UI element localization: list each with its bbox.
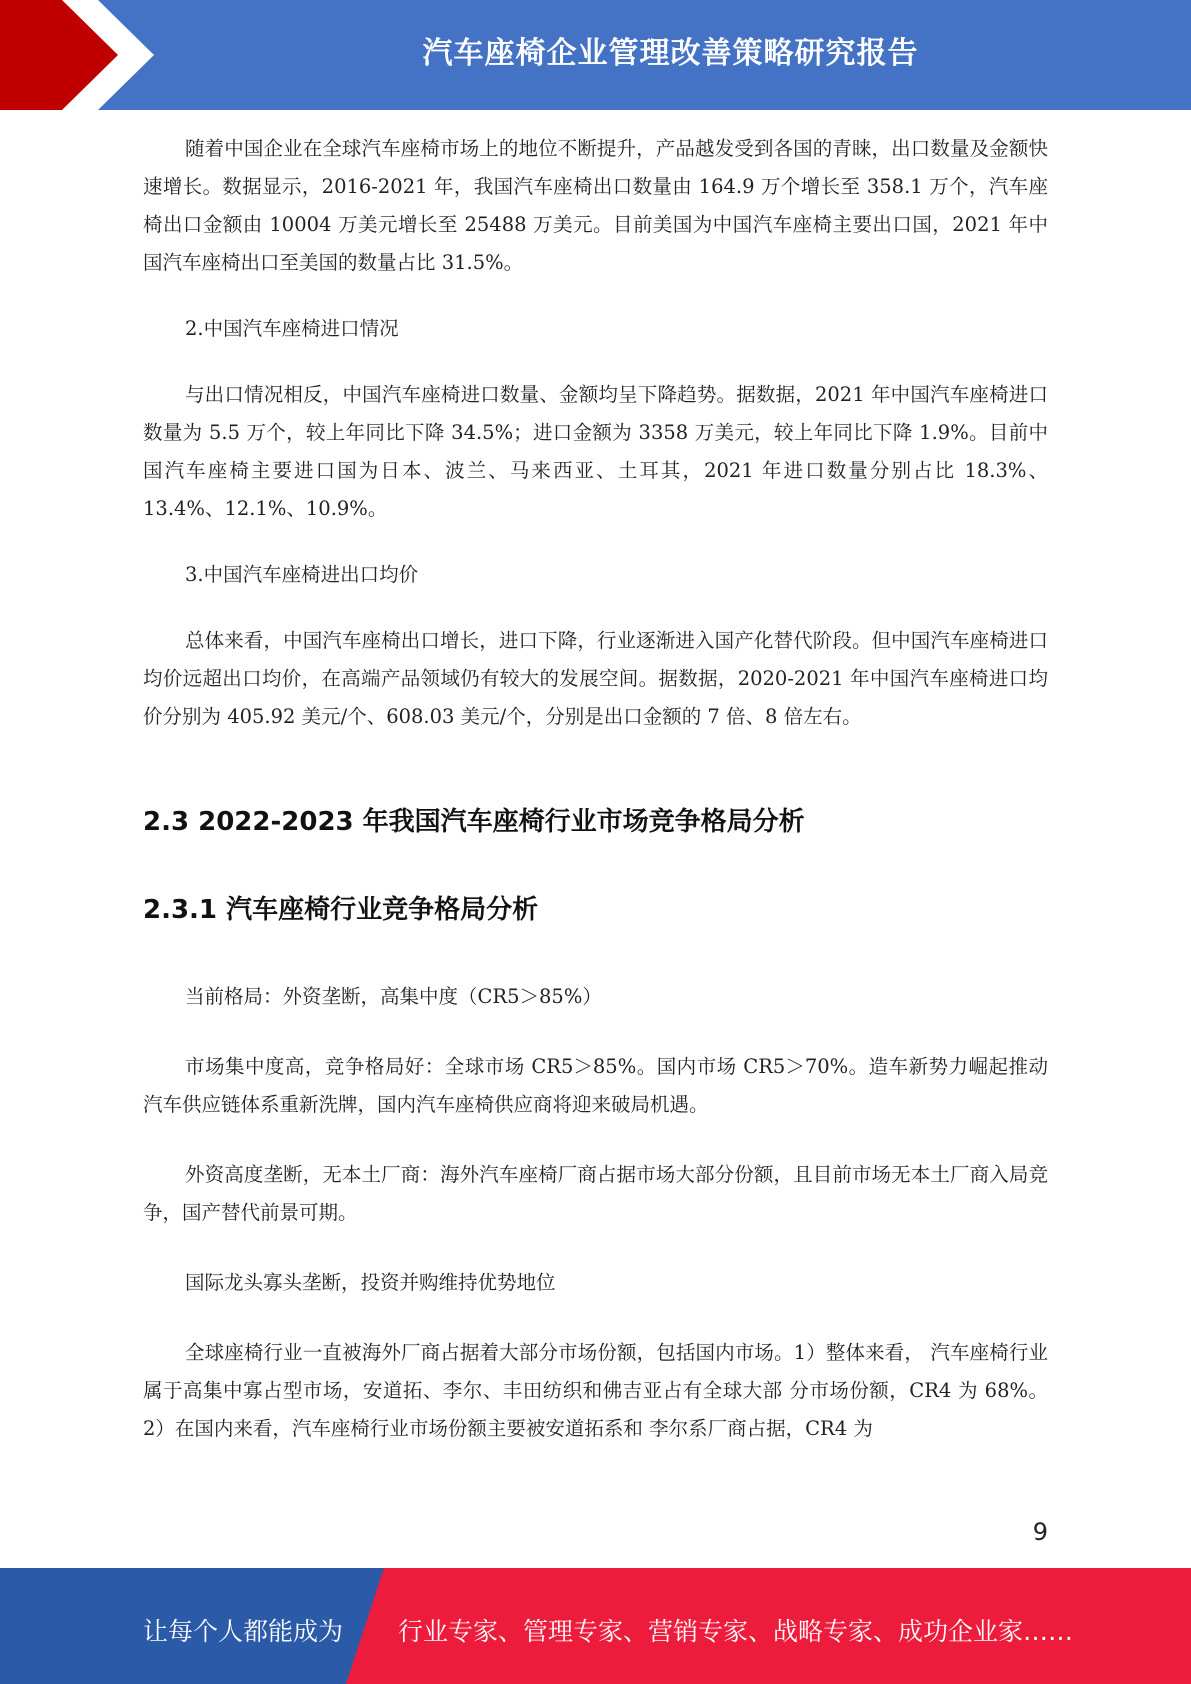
paragraph-concentration: 市场集中度高，竞争格局好：全球市场 CR5＞85%。国内市场 CR5＞70%。造车新势力崛起推动汽车供应链体系重新洗牌，国内汽车座椅供应商将迎来破局机遇。	[143, 1055, 1048, 1116]
paragraph-current-pattern: 当前格局：外资垄断，高集中度（CR5＞85%）	[185, 985, 602, 1008]
section-heading-2-3: 2.3 2022-2023 年我国汽车座椅行业市场竞争格局分析	[143, 807, 805, 837]
footer-slogan-left: 让每个人都能成为	[143, 1617, 344, 1646]
page-number: 9	[1032, 1518, 1048, 1546]
paragraph-average-price: 总体来看，中国汽车座椅出口增长，进口下降，行业逐渐进入国产化替代阶段。但中国汽车座椅进口均价远超出口均价，在高端产品领域仍有较大的发展空间。据数据，2020-2021 年中国汽车座椅进口均价分别为 405.92 美元/个、608.03 美元/个，分别是出口金额的 7 倍、8 倍左右。	[143, 629, 1048, 728]
main-content	[143, 130, 1048, 1448]
paragraph-export-growth: 随着中国企业在全球汽车座椅市场上的地位不断提升，产品越发受到各国的青睐，出口数量及金额快速增长。数据显示，2016-2021 年，我国汽车座椅出口数量由 164.9 万个增长至 358.1 万个，汽车座椅出口金额由 10004 万美元增长至 25488 万美元。目前美国为中国汽车座椅主要出口国，2021 年中国汽车座椅出口至美国的数量占比 31.5%。	[143, 137, 1048, 274]
section-heading-2-3-1: 2.3.1 汽车座椅行业竞争格局分析	[143, 895, 539, 925]
subheading-average-price: 3.中国汽车座椅进出口均价	[185, 563, 419, 586]
paragraph-oligopoly: 国际龙头寡头垄断，投资并购维持优势地位	[185, 1271, 556, 1294]
paragraph-foreign-monopoly: 外资高度垄断，无本土厂商：海外汽车座椅厂商占据市场大部分份额，且目前市场无本土厂商入局竞争，国产替代前景可期。	[143, 1163, 1048, 1224]
footer-slogan-right: 行业专家、管理专家、营销专家、战略专家、成功企业家……	[398, 1617, 1074, 1646]
paragraph-import-decline: 与出口情况相反，中国汽车座椅进口数量、金额均呈下降趋势。据数据，2021 年中国汽车座椅进口数量为 5.5 万个，较上年同比下降 34.5%；进口金额为 3358 万美元，较上年同比下降 1.9%。目前中国汽车座椅主要进口国为日本、波兰、马来西亚、土耳其，2021 年进口数量分别占比 18.3%、13.4%、12.1%、10.9%。	[143, 383, 1048, 520]
subheading-import: 2.中国汽车座椅进口情况	[185, 317, 399, 340]
page-title: 汽车座椅企业管理改善策略研究报告	[422, 36, 919, 71]
paragraph-market-share: 全球座椅行业一直被海外厂商占据着大部分市场份额，包括国内市场。1）整体来看， 汽车座椅行业属于高集中寡占型市场，安道拓、李尔、丰田纺织和佛吉亚占有全球大部 分市场份额，CR4 为 68%。2）在国内来看，汽车座椅行业市场份额主要被安道拓系和 李尔系厂商占据，CR4 为	[143, 1341, 1048, 1440]
